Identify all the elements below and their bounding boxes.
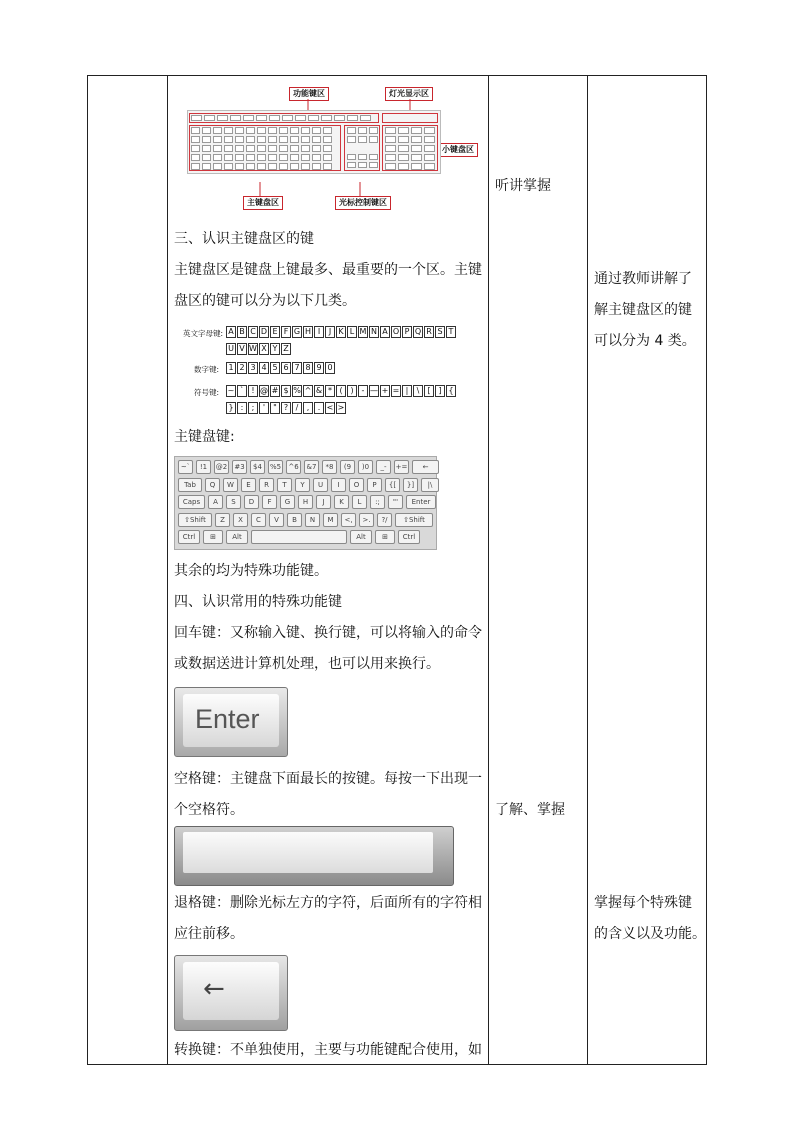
diagram-key [279,163,288,170]
diagram-key [312,127,321,134]
diagram-key [398,127,409,134]
key-glyph: [ [424,385,434,397]
key-glyph: V [237,343,247,355]
letters-row [226,343,291,355]
keyboard-key: $4 [250,460,265,474]
key-glyph: 8 [303,362,313,374]
key-glyph: 7 [292,362,302,374]
enter-key-label: Enter [195,704,260,734]
keyboard-key: ⊞ [203,530,223,544]
keyboard-key: T [277,478,292,492]
diagram-key [202,136,211,143]
diagram-key [279,145,288,152]
diagram-key [398,154,409,161]
diagram-key [358,127,367,134]
keyboard-key: {[ [385,478,400,492]
diagram-key [385,127,396,134]
diagram-key [257,154,266,161]
key-glyph: ! [248,385,258,397]
diagram-key [411,127,422,134]
callout-cursor-zone: 光标控制键区 [335,196,391,210]
keyboard-key: N [305,513,320,527]
key-glyph: O [392,327,400,336]
diagram-key [385,163,396,170]
keyboard-key: += [394,460,409,474]
key-glyph: / [292,402,302,414]
diagram-key [268,145,277,152]
keyboard-key: Y [295,478,310,492]
key-glyph: ~ [227,386,235,395]
diagram-key [290,127,299,134]
diagram-key [398,163,409,170]
diagram-key [290,136,299,143]
purpose-1-line2: 解主键盘区的键 [594,302,692,318]
keyboard-key: G [280,495,295,509]
keyboard-key: K [334,495,349,509]
diagram-key [369,127,378,134]
keyboard-key: ⊞ [375,530,395,544]
key-glyph: N [369,326,379,338]
diagram-key [385,145,396,152]
column-divider [488,76,489,1064]
keyboard-key: M [323,513,338,527]
callout-indicator-zone: 灯光显示区 [385,87,433,101]
diagram-key [282,115,293,121]
keyboard-key: E [241,478,256,492]
key-glyph: < [326,403,334,412]
key-glyph: U [226,343,236,355]
key-glyph: 2 [237,362,247,374]
keyboard-key: Ctrl [398,530,420,544]
keyboard-key: Alt [226,530,248,544]
diagram-key [358,154,367,160]
diagram-key [279,154,288,161]
key-glyph: ; [248,402,258,414]
keyboard-key: ⇧Shift [178,513,212,527]
key-glyph: " [270,402,280,414]
keyboard-key: F [262,495,277,509]
diagram-key [301,127,310,134]
keyboard-key: O [349,478,364,492]
key-glyph: Y [270,343,280,355]
keyboard-key: !1 [196,460,211,474]
key-glyph: B [237,326,247,338]
diagram-key [398,136,409,143]
key-glyph: } [226,402,236,414]
keyboard-key: Caps [178,495,205,509]
letters-row [226,326,456,338]
key-glyph: | [402,385,412,397]
key-glyph: = [392,386,400,395]
diagram-key [358,136,367,143]
keyboard-key: J [316,495,331,509]
diagram-key [411,163,422,170]
keyboard-key: <, [341,513,356,527]
keyboard-key: ← [412,460,439,474]
diagram-key [268,136,277,143]
keyboard-key: (9 [340,460,355,474]
rest-keys-line: 其余的均为特殊功能键。 [174,563,328,579]
diagram-key [246,154,255,161]
diagram-key [358,162,367,168]
purpose-2-line2: 的含义以及功能。 [594,926,706,942]
key-glyph: @ [260,386,268,395]
backspace-description-line1: 退格键：删除光标左方的字符，后面所有的字符相 [174,895,482,911]
space-key-image [174,826,454,886]
key-glyph: X [259,343,269,355]
purpose-1-line3: 可以分为 4 类。 [594,333,696,349]
keyboard-key: I [331,478,346,492]
key-glyph: L [347,326,357,338]
key-glyph: * [325,385,335,397]
diagram-key [246,127,255,134]
keyboard-key: D [244,495,259,509]
diagram-key [224,136,233,143]
diagram-key [369,154,378,160]
diagram-key [279,136,288,143]
diagram-key [246,136,255,143]
space-description-line2: 个空格符。 [174,802,244,818]
diagram-key [323,163,332,170]
keyboard-key: B [287,513,302,527]
diagram-key [398,145,409,152]
keyboard-key: #3 [232,460,247,474]
diagram-key [301,136,310,143]
keyboard-key: P [367,478,382,492]
keyboard-key: R [259,478,274,492]
shift-description-line1: 转换键：不单独使用，主要与功能键配合使用，如 [174,1042,482,1058]
enter-description-line1: 回车键：又称输入键、换行键，可以将输入的命令 [174,625,482,641]
key-glyph: 1 [226,362,236,374]
diagram-key [191,163,200,170]
diagram-key [217,115,228,121]
diagram-key [301,154,310,161]
diagram-key [424,154,435,161]
main-keys-label: 主键盘键: [174,429,235,445]
key-glyph: + [381,386,389,395]
keyboard-key: %5 [268,460,283,474]
diagram-key [347,127,356,134]
diagram-key [411,136,422,143]
key-glyph: ^ [304,386,312,395]
diagram-key [246,163,255,170]
diagram-key [191,136,200,143]
key-glyph: D [260,327,268,336]
diagram-key [279,127,288,134]
key-glyph: T [446,326,456,338]
indicator-zone-outline [382,113,438,123]
diagram-key [224,127,233,134]
diagram-key [202,145,211,152]
keyboard-key: :; [370,495,385,509]
enter-description-line2: 或数据送进计算机处理，也可以用来换行。 [174,656,440,672]
key-glyph: P [402,326,412,338]
keyboard-key: ~` [178,460,193,474]
diagram-key [202,163,211,170]
purpose-1-line1: 通过教师讲解了 [594,271,692,287]
symbols-row [226,385,456,397]
key-glyph: % [293,386,301,395]
keyboard-key: U [313,478,328,492]
keyboard-key: X [233,513,248,527]
key-glyph: C [248,326,258,338]
key-glyph: G [293,327,301,336]
diagram-key [243,115,254,121]
diagram-key [424,145,435,152]
diagram-key [323,145,332,152]
keyboard-key: S [226,495,241,509]
digits-label: 数字键: [194,365,220,374]
diagram-key [235,136,244,143]
space-description-line1: 空格键：主键盘下面最长的按键。每按一下出现一 [174,771,482,787]
diagram-key [257,145,266,152]
diagram-key [360,115,371,121]
key-glyph: — [370,386,378,395]
keyboard-key: A [208,495,223,509]
diagram-key [323,136,332,143]
enter-key-image [174,687,288,757]
keyboard-key: V [269,513,284,527]
keyboard-body [187,110,441,174]
paragraph-main-keys-line1: 主键盘区是键盘上键最多、最重要的一个区。主键 [174,262,482,278]
diagram-key [213,163,222,170]
diagram-key [424,136,435,143]
diagram-key [204,115,215,121]
keyboard-key: @2 [214,460,229,474]
diagram-key [246,145,255,152]
keyboard-key: >. [359,513,374,527]
diagram-key [257,127,266,134]
key-glyph: J [325,326,335,338]
diagram-key [191,154,200,161]
keyboard-key: ⇧Shift [395,513,433,527]
heading-special-keys: 四、认识常用的特殊功能键 [174,594,342,610]
diagram-key [191,127,200,134]
key-glyph: I [314,326,324,338]
diagram-key [347,154,356,160]
keyboard-key: _- [376,460,391,474]
symbols-row [226,402,346,414]
keyboard-key: Enter [406,495,436,509]
keyboard-key: Tab [178,478,202,492]
key-glyph: A [380,326,390,338]
diagram-key [213,154,222,161]
key-glyph: ? [281,402,291,414]
paragraph-main-keys-line2: 盘区的键可以分为以下几类。 [174,293,356,309]
keyboard-key: Q [205,478,220,492]
key-glyph: W [249,344,257,353]
diagram-key [323,154,332,161]
diagram-key [385,154,396,161]
keyboard-key: &7 [304,460,319,474]
key-glyph: ( [336,385,346,397]
keyboard-key: ^6 [286,460,301,474]
keyboard-key: W [223,478,238,492]
diagram-key [269,115,280,121]
diagram-key [290,154,299,161]
diagram-key [191,145,200,152]
key-glyph: K [336,326,346,338]
key-glyph: 5 [270,362,280,374]
key-glyph: ) [347,385,357,397]
purpose-2-line1: 掌握每个特殊键 [594,895,692,911]
diagram-key [257,136,266,143]
keyboard-key: |\ [421,478,439,492]
diagram-key [312,136,321,143]
keyboard-key: "' [388,495,403,509]
diagram-key [424,163,435,170]
key-glyph: & [315,386,323,395]
main-keyboard-illustration [174,456,437,550]
key-glyph: , [303,402,313,414]
diagram-key [369,136,378,143]
keyboard-key: )0 [358,460,373,474]
symbols-label: 符号键: [194,388,220,397]
diagram-key [268,154,277,161]
key-glyph: $ [281,385,291,397]
key-glyph: R [424,326,434,338]
diagram-key [202,127,211,134]
keyboard-key: Ctrl [178,530,200,544]
diagram-key [224,145,233,152]
diagram-key [235,163,244,170]
diagram-key [301,145,310,152]
diagram-key [312,163,321,170]
callout-numpad-zone: 小键盘区 [438,143,478,157]
key-glyph: ] [435,385,445,397]
diagram-key [202,154,211,161]
key-glyph: - [358,385,368,397]
key-glyph: > [337,403,345,412]
keyboard-key: L [352,495,367,509]
diagram-key [321,115,332,121]
diagram-key [256,115,267,121]
key-glyph: E [270,326,280,338]
column-divider [167,76,168,1064]
diagram-key [235,145,244,152]
diagram-key [224,154,233,161]
diagram-key [411,154,422,161]
diagram-key [235,154,244,161]
letters-label: 英文字母键: [183,329,224,338]
diagram-key [213,136,222,143]
diagram-key [268,163,277,170]
keyboard-key: ?/ [377,513,392,527]
diagram-key [301,163,310,170]
activity-listen: 听讲掌握 [495,178,551,194]
keyboard-key: *8 [322,460,337,474]
diagram-key [347,136,356,143]
diagram-key [213,145,222,152]
keyboard-key: Alt [350,530,372,544]
diagram-key [323,127,332,134]
diagram-key [257,163,266,170]
key-glyph: 9 [314,362,324,374]
callout-function-zone: 功能键区 [289,87,329,101]
key-glyph: Q [414,327,422,336]
backspace-description-line2: 应往前移。 [174,926,244,942]
key-glyph: ' [259,402,269,414]
keyboard-key: H [298,495,313,509]
keyboard-key [251,530,347,544]
key-glyph: ` [237,385,247,397]
diagram-key [347,115,358,121]
diagram-key [235,127,244,134]
diagram-key [295,115,306,121]
backspace-arrow-icon: ← [203,974,225,1004]
diagram-key [308,115,319,121]
key-glyph: . [314,402,324,414]
diagram-key [369,162,378,168]
key-glyph: A [226,326,236,338]
digits-row [226,362,335,374]
key-glyph: M [359,327,367,336]
diagram-key [312,154,321,161]
diagram-key [191,115,202,121]
diagram-key [290,163,299,170]
key-glyph: \ [413,385,423,397]
key-glyph: 3 [248,362,258,374]
diagram-key [230,115,241,121]
keyboard-key: }] [403,478,418,492]
key-glyph: 6 [281,362,291,374]
diagram-key [347,162,356,168]
keyboard-zones-diagram [185,84,480,212]
key-glyph: S [435,326,445,338]
diagram-key [290,145,299,152]
diagram-key [424,127,435,134]
column-divider [587,76,588,1064]
diagram-key [334,115,345,121]
diagram-key [411,145,422,152]
key-glyph: 0 [325,362,335,374]
activity-understand: 了解、掌握 [495,802,565,818]
key-glyph: F [281,326,291,338]
diagram-key [213,127,222,134]
backspace-key-image [174,955,288,1031]
diagram-key [224,163,233,170]
callout-main-zone: 主键盘区 [243,196,283,210]
key-glyph: : [237,402,247,414]
key-glyph: 4 [259,362,269,374]
key-glyph: { [446,385,456,397]
keyboard-key: Z [215,513,230,527]
diagram-key [312,145,321,152]
heading-main-keys: 三、认识主键盘区的键 [174,231,314,247]
key-glyph: # [271,386,279,395]
diagram-key [268,127,277,134]
key-glyph: H [304,327,311,336]
diagram-key [385,136,396,143]
key-glyph: Z [281,343,291,355]
keyboard-key: C [251,513,266,527]
